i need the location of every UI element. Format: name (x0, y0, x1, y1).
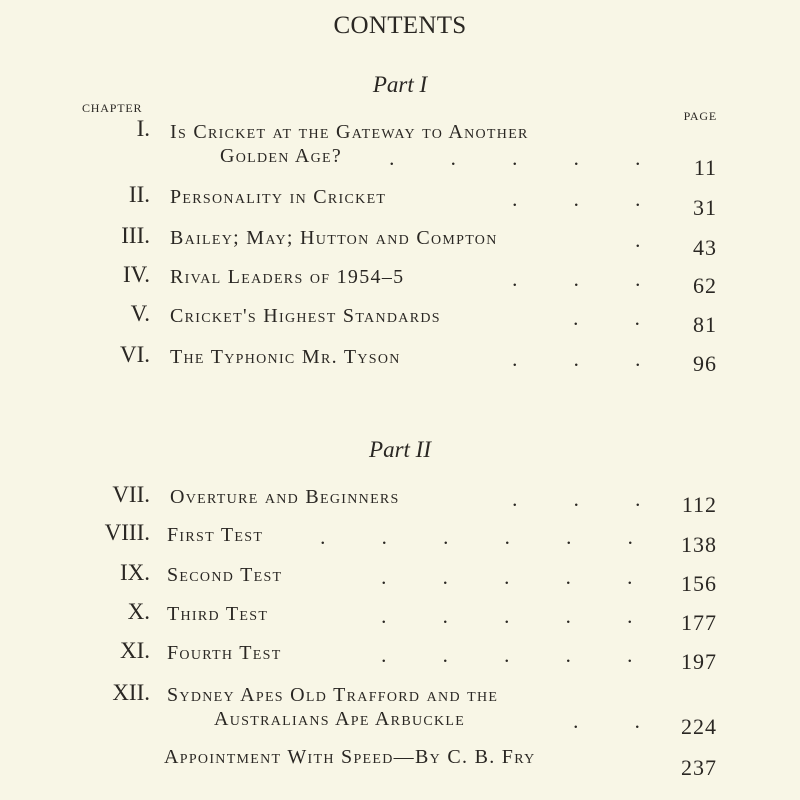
chapter-7-page: 112 (681, 492, 717, 517)
part-2-title: Part II (369, 437, 431, 462)
chapter-5-page: 81 (693, 312, 717, 337)
chapter-1-title-line2: Golden Age? (220, 145, 343, 167)
chapter-4-numeral: IV. (122, 262, 150, 287)
chapter-9-numeral: IX. (119, 560, 150, 585)
chapter-11-numeral: XI. (119, 638, 150, 663)
chapter-5-leader-dots: . . (573, 306, 640, 330)
chapter-6-leader-dots: . . . (512, 347, 641, 371)
chapter-2-numeral: II. (128, 182, 150, 207)
chapter-8-page: 138 (681, 532, 717, 557)
chapter-9-leader-dots: . . . . . (381, 565, 633, 589)
chapter-6-page: 96 (693, 351, 717, 376)
chapter-3-page: 43 (693, 235, 717, 260)
chapter-12-leader-dots: . . (573, 709, 640, 733)
chapter-6-title: The Typhonic Mr. Tyson (170, 346, 401, 368)
chapter-4-leader-dots: . . . (512, 267, 641, 291)
chapter-7-leader-dots: . . . (512, 487, 641, 511)
chapter-11-page: 197 (681, 649, 717, 674)
chapter-7-numeral: VII. (112, 482, 150, 507)
chapter-3-leader-dots: . (635, 228, 641, 252)
chapter-8-title: First Test (167, 524, 264, 546)
chapter-10-title: Third Test (167, 603, 269, 625)
chapter-12-page: 224 (681, 714, 717, 739)
chapter-11-title: Fourth Test (167, 642, 282, 664)
chapter-12-title-line1: Sydney Apes Old Trafford and the (167, 684, 499, 706)
chapter-2-title: Personality in Cricket (170, 186, 387, 208)
chapter-5-numeral: V. (130, 301, 150, 326)
chapter-4-title: Rival Leaders of 1954–5 (170, 266, 405, 288)
chapter-1-title-line1: Is Cricket at the Gateway to Another (170, 121, 529, 143)
chapter-12-title-line2: Australians Ape Arbuckle (214, 708, 466, 730)
chapter-7-title: Overture and Beginners (170, 486, 400, 508)
chapter-10-page: 177 (681, 610, 717, 635)
chapter-5-title: Cricket's Highest Standards (170, 305, 441, 327)
chapter-3-title: Bailey; May; Hutton and Compton (170, 227, 498, 249)
chapter-3-numeral: III. (121, 223, 150, 248)
chapter-4-page: 62 (693, 273, 717, 298)
chapter-9-title: Second Test (167, 564, 283, 586)
chapter-9-page: 156 (681, 571, 717, 596)
chapter-6-numeral: VI. (119, 342, 150, 367)
chapter-8-numeral: VIII. (104, 520, 150, 545)
chapter-2-page: 31 (693, 195, 717, 220)
appendix-page: 237 (681, 755, 717, 780)
chapter-column-label: CHAPTER (82, 101, 143, 115)
chapter-10-numeral: X. (127, 599, 150, 624)
chapter-8-leader-dots: . . . . . . (320, 525, 633, 549)
chapter-11-leader-dots: . . . . . (381, 643, 633, 667)
chapter-10-leader-dots: . . . . . (381, 604, 633, 628)
contents-heading: CONTENTS (333, 12, 467, 39)
chapter-2-leader-dots: . . . (512, 187, 641, 211)
chapter-1-leader-dots: . . . . . (389, 146, 641, 170)
appendix-title: Appointment With Speed—By C. B. Fry (164, 746, 536, 768)
chapter-12-numeral: XII. (112, 680, 150, 705)
part-1-title: Part I (372, 72, 428, 97)
chapter-1-numeral: I. (136, 116, 150, 141)
page-column-label: PAGE (683, 109, 717, 123)
chapter-1-page: 11 (693, 155, 717, 180)
